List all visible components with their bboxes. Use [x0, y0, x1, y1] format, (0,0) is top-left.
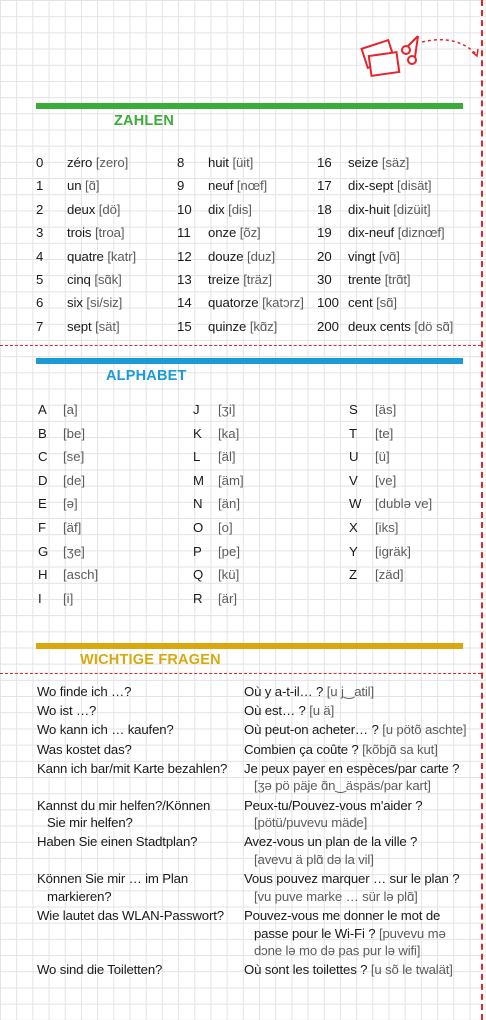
number-word: cinq	[67, 272, 95, 287]
alphabet-pronunciation: [ü]	[375, 449, 390, 465]
number-entry	[348, 272, 410, 288]
alphabet-letter: N	[193, 496, 203, 512]
question-french	[244, 722, 466, 738]
alphabet-pronunciation: [i]	[63, 590, 74, 606]
question-german: Sie mir helfen?	[47, 815, 133, 831]
alphabet-pronunciation: [se]	[63, 449, 85, 465]
alphabet-pronunciation: [igräk]	[375, 543, 411, 559]
number-pronunciation: [dö sɑ̃]	[414, 318, 454, 334]
question-french-text: Je peux payer en espèces/par carte ?	[244, 760, 460, 776]
question-pronunciation: [vu puve marke … sür lə plɑ̃]	[254, 888, 418, 904]
number-word: douze	[208, 248, 247, 264]
number-word: trente	[348, 272, 385, 287]
question-french	[244, 962, 453, 978]
number-entry	[348, 202, 431, 218]
number-pronunciation: [diznœf]	[397, 225, 445, 241]
question-pronunciation: [puvevu mə	[378, 925, 446, 941]
question-french	[244, 943, 420, 959]
number-digit: 5	[36, 272, 44, 287]
number-pronunciation: [dö]	[98, 201, 121, 217]
alphabet-pronunciation: [ka]	[218, 425, 240, 441]
cut-line-vertical	[481, 0, 483, 1020]
number-digit: 10	[177, 201, 192, 217]
number-entry	[67, 202, 120, 218]
question-pronunciation: [avevu ä plɑ̃ də la vil]	[254, 852, 374, 867]
alphabet-letter: C	[38, 449, 48, 465]
alphabet-letter: Y	[349, 543, 358, 559]
number-pronunciation: [säz]	[381, 155, 410, 170]
number-word: trois	[67, 225, 95, 241]
alphabet-bar	[36, 358, 463, 364]
cut-line-1	[0, 345, 481, 346]
question-german: Wo ist …?	[37, 703, 97, 719]
alphabet-letter: B	[38, 425, 47, 441]
question-german: Haben Sie einen Stadtplan?	[37, 834, 198, 850]
number-digit: 15	[177, 318, 192, 334]
alphabet-pronunciation: [kü]	[218, 567, 240, 583]
number-word: seize	[348, 155, 382, 170]
alphabet-letter: Z	[349, 567, 358, 583]
number-pronunciation: [zero]	[95, 155, 129, 170]
alphabet-pronunciation: [ʒi]	[218, 402, 236, 417]
number-pronunciation: [nœf]	[236, 178, 268, 194]
number-pronunciation: [üit]	[232, 155, 254, 170]
number-digit: 14	[177, 295, 192, 311]
alphabet-pronunciation: [iks]	[375, 520, 399, 535]
alphabet-pronunciation: [te]	[375, 425, 394, 441]
number-word: cent	[348, 295, 377, 311]
number-word: deux cents	[348, 318, 415, 334]
question-french	[244, 926, 446, 942]
number-word: quatorze	[208, 295, 263, 311]
number-word: deux	[67, 201, 99, 217]
number-pronunciation: [vɑ̃]	[378, 248, 400, 264]
question-french	[244, 889, 418, 905]
number-digit: 1	[36, 178, 44, 194]
alphabet-letter: U	[349, 449, 359, 465]
alphabet-letter: O	[193, 520, 204, 535]
number-pronunciation: [dizüit]	[393, 201, 431, 217]
alphabet-pronunciation: [äl]	[218, 449, 236, 465]
question-french	[244, 684, 374, 700]
number-entry	[67, 249, 136, 265]
question-german: Kannst du mir helfen?/Können	[37, 797, 211, 813]
question-german: Wo sind die Toiletten?	[37, 962, 163, 978]
zahlen-title: ZAHLEN	[114, 113, 175, 129]
number-pronunciation: [katr]	[107, 248, 137, 264]
question-pronunciation: [ʒə pö päje ɑ̃n‿äspäs/par kart]	[254, 778, 431, 794]
number-entry	[208, 155, 253, 171]
cutout-cards-icon	[360, 30, 486, 90]
question-french-text: Où est… ?	[244, 703, 310, 719]
alphabet-pronunciation: [äs]	[375, 402, 397, 417]
number-digit: 8	[177, 155, 185, 170]
number-digit: 18	[317, 201, 332, 217]
alphabet-pronunciation: [är]	[218, 590, 238, 606]
alphabet-pronunciation: [a]	[63, 402, 78, 417]
question-french	[244, 778, 431, 794]
number-entry	[348, 155, 409, 171]
number-word: quatre	[67, 248, 108, 264]
alphabet-letter: X	[349, 520, 358, 535]
question-french	[244, 798, 423, 814]
number-pronunciation: [kɑ̃z]	[249, 318, 278, 334]
question-german: Wo finde ich …?	[37, 684, 132, 699]
alphabet-letter: V	[349, 472, 358, 488]
number-word: onze	[208, 225, 240, 241]
question-french	[244, 834, 417, 850]
question-french-text: Où sont les toilettes ?	[244, 962, 371, 978]
number-word: dix-neuf	[348, 225, 398, 241]
alphabet-pronunciation: [zäd]	[375, 567, 404, 583]
number-entry	[67, 225, 124, 241]
alphabet-letter: W	[349, 496, 362, 512]
alphabet-letter: E	[38, 496, 47, 512]
number-pronunciation: [õz]	[239, 225, 261, 241]
question-french	[244, 703, 334, 719]
question-pronunciation: [u ä]	[309, 703, 335, 719]
number-entry	[208, 178, 267, 194]
number-pronunciation: [ɑ̃]	[85, 178, 100, 194]
number-digit: 6	[36, 295, 44, 311]
scissors-icon	[402, 36, 418, 64]
question-pronunciation: [u sõ le twalät]	[370, 962, 453, 978]
number-digit: 4	[36, 248, 44, 264]
number-entry	[208, 295, 304, 311]
question-german: markieren?	[47, 888, 112, 904]
question-french-text: Combien ça coûte ?	[244, 741, 363, 757]
alphabet-pronunciation: [ve]	[375, 472, 397, 488]
number-entry	[208, 272, 272, 288]
question-french	[244, 815, 367, 831]
alphabet-pronunciation: [pe]	[218, 543, 240, 559]
number-word: dix	[208, 201, 229, 217]
question-german: Wo kann ich … kaufen?	[37, 722, 174, 738]
number-digit: 0	[36, 155, 44, 170]
number-digit: 200	[317, 318, 340, 334]
number-pronunciation: [sɑ̃k]	[94, 272, 122, 287]
number-word: zéro	[67, 155, 96, 170]
number-word: neuf	[208, 178, 237, 194]
question-french-text: Où y a-t-il… ?	[244, 684, 327, 699]
number-digit: 2	[36, 201, 44, 217]
alphabet-pronunciation: [o]	[218, 520, 233, 535]
alphabet-letter: T	[349, 425, 358, 441]
alphabet-letter: L	[193, 449, 201, 465]
alphabet-letter: J	[193, 402, 200, 417]
question-pronunciation: [u j‿atil]	[326, 684, 374, 699]
question-german: Was kostet das?	[37, 741, 132, 757]
number-digit: 19	[317, 225, 332, 241]
number-word: huit	[208, 155, 233, 170]
question-german: Wie lautet das WLAN-Passwort?	[37, 908, 224, 923]
number-entry	[67, 319, 120, 335]
number-pronunciation: [katɔrz]	[262, 295, 304, 311]
question-german: Kann ich bar/mit Karte bezahlen?	[37, 760, 228, 776]
number-digit: 100	[317, 295, 340, 311]
question-pronunciation: [kõbjɑ̃ sa kut]	[362, 741, 438, 757]
number-digit: 3	[36, 225, 44, 241]
fragen-bar	[36, 643, 463, 649]
number-pronunciation: [si/siz]	[86, 295, 123, 311]
number-entry	[67, 272, 122, 288]
number-entry	[208, 225, 261, 241]
number-pronunciation: [sät]	[95, 318, 120, 334]
number-word: treize	[208, 272, 244, 287]
cut-line-2	[0, 673, 481, 674]
number-word: un	[67, 178, 86, 194]
question-french-text: Vous pouvez marquer … sur le plan ?	[244, 871, 460, 887]
number-entry	[208, 202, 252, 218]
number-entry	[348, 319, 453, 335]
zahlen-bar	[36, 103, 463, 109]
dashed-arrow-icon	[422, 40, 476, 54]
alphabet-letter: S	[349, 402, 358, 417]
fragen-title: WICHTIGE FRAGEN	[80, 652, 221, 668]
number-digit: 11	[177, 225, 191, 241]
number-word: dix-huit	[348, 201, 394, 217]
number-digit: 16	[317, 155, 332, 170]
question-french	[244, 852, 374, 868]
number-word: dix-sept	[348, 178, 397, 194]
number-pronunciation: [trɑ̃t]	[384, 272, 411, 287]
number-digit: 30	[317, 272, 332, 287]
alphabet-letter: H	[38, 567, 48, 583]
alphabet-letter: M	[193, 472, 204, 488]
number-digit: 7	[36, 318, 44, 334]
question-french-text: Peux-tu/Pouvez-vous m'aider ?	[244, 797, 423, 813]
alphabet-pronunciation: [äf]	[63, 520, 82, 535]
alphabet-letter: K	[193, 425, 202, 441]
alphabet-letter: G	[38, 543, 49, 559]
number-entry	[67, 155, 128, 171]
number-entry	[67, 178, 99, 194]
question-german: Können Sie mir … im Plan	[37, 871, 189, 887]
alphabet-letter: A	[38, 402, 47, 417]
number-pronunciation: [disät]	[396, 178, 432, 194]
alphabet-letter: I	[38, 590, 42, 606]
alphabet-letter: F	[38, 520, 47, 535]
question-pronunciation: [u pötõ aschte]	[382, 722, 467, 738]
alphabet-pronunciation: [äm]	[218, 472, 244, 488]
number-digit: 13	[177, 272, 192, 287]
number-word: vingt	[348, 248, 379, 264]
number-word: sept	[67, 318, 96, 334]
number-digit: 20	[317, 248, 332, 264]
number-entry	[348, 249, 400, 265]
alphabet-letter: Q	[193, 567, 204, 583]
number-entry	[348, 178, 431, 194]
question-pronunciation: [pötü/puvevu mäde]	[254, 815, 368, 831]
alphabet-pronunciation: [ʒe]	[63, 543, 85, 559]
alphabet-letter: R	[193, 590, 203, 606]
number-entry	[67, 295, 122, 311]
number-entry	[348, 225, 445, 241]
alphabet-letter: P	[193, 543, 202, 559]
alphabet-pronunciation: [be]	[63, 425, 85, 441]
question-french-text: Où peut-on acheter… ?	[244, 722, 383, 738]
alphabet-pronunciation: [dublə ve]	[375, 496, 433, 512]
alphabet-pronunciation: [de]	[63, 472, 85, 488]
number-pronunciation: [troa]	[94, 225, 125, 241]
number-digit: 12	[177, 248, 192, 264]
alphabet-title: ALPHABET	[106, 368, 187, 384]
question-french-text: Avez-vous un plan de la ville ?	[244, 834, 418, 850]
question-french-text: Pouvez-vous me donner le mot de	[244, 908, 441, 923]
question-french	[244, 742, 438, 758]
number-entry	[348, 295, 397, 311]
number-pronunciation: [träz]	[243, 272, 272, 287]
number-word: quinze	[208, 318, 250, 334]
number-entry	[208, 249, 275, 265]
alphabet-letter: D	[38, 472, 48, 488]
question-pronunciation: dɔne lə mo də pas pur lə wifi]	[254, 943, 421, 959]
number-entry	[208, 319, 277, 335]
question-french	[244, 761, 459, 777]
alphabet-pronunciation: [än]	[218, 496, 240, 512]
question-french	[244, 871, 459, 887]
number-digit: 9	[177, 178, 185, 194]
alphabet-pronunciation: [ə]	[63, 496, 78, 512]
question-french-text: passe pour le Wi-Fi ?	[254, 925, 379, 941]
number-word: six	[67, 295, 87, 311]
number-pronunciation: [dis]	[228, 201, 252, 217]
question-french	[244, 908, 440, 924]
alphabet-pronunciation: [asch]	[63, 567, 99, 583]
number-pronunciation: [duz]	[247, 248, 276, 264]
number-digit: 17	[317, 178, 332, 194]
number-pronunciation: [sɑ̃]	[376, 295, 397, 311]
